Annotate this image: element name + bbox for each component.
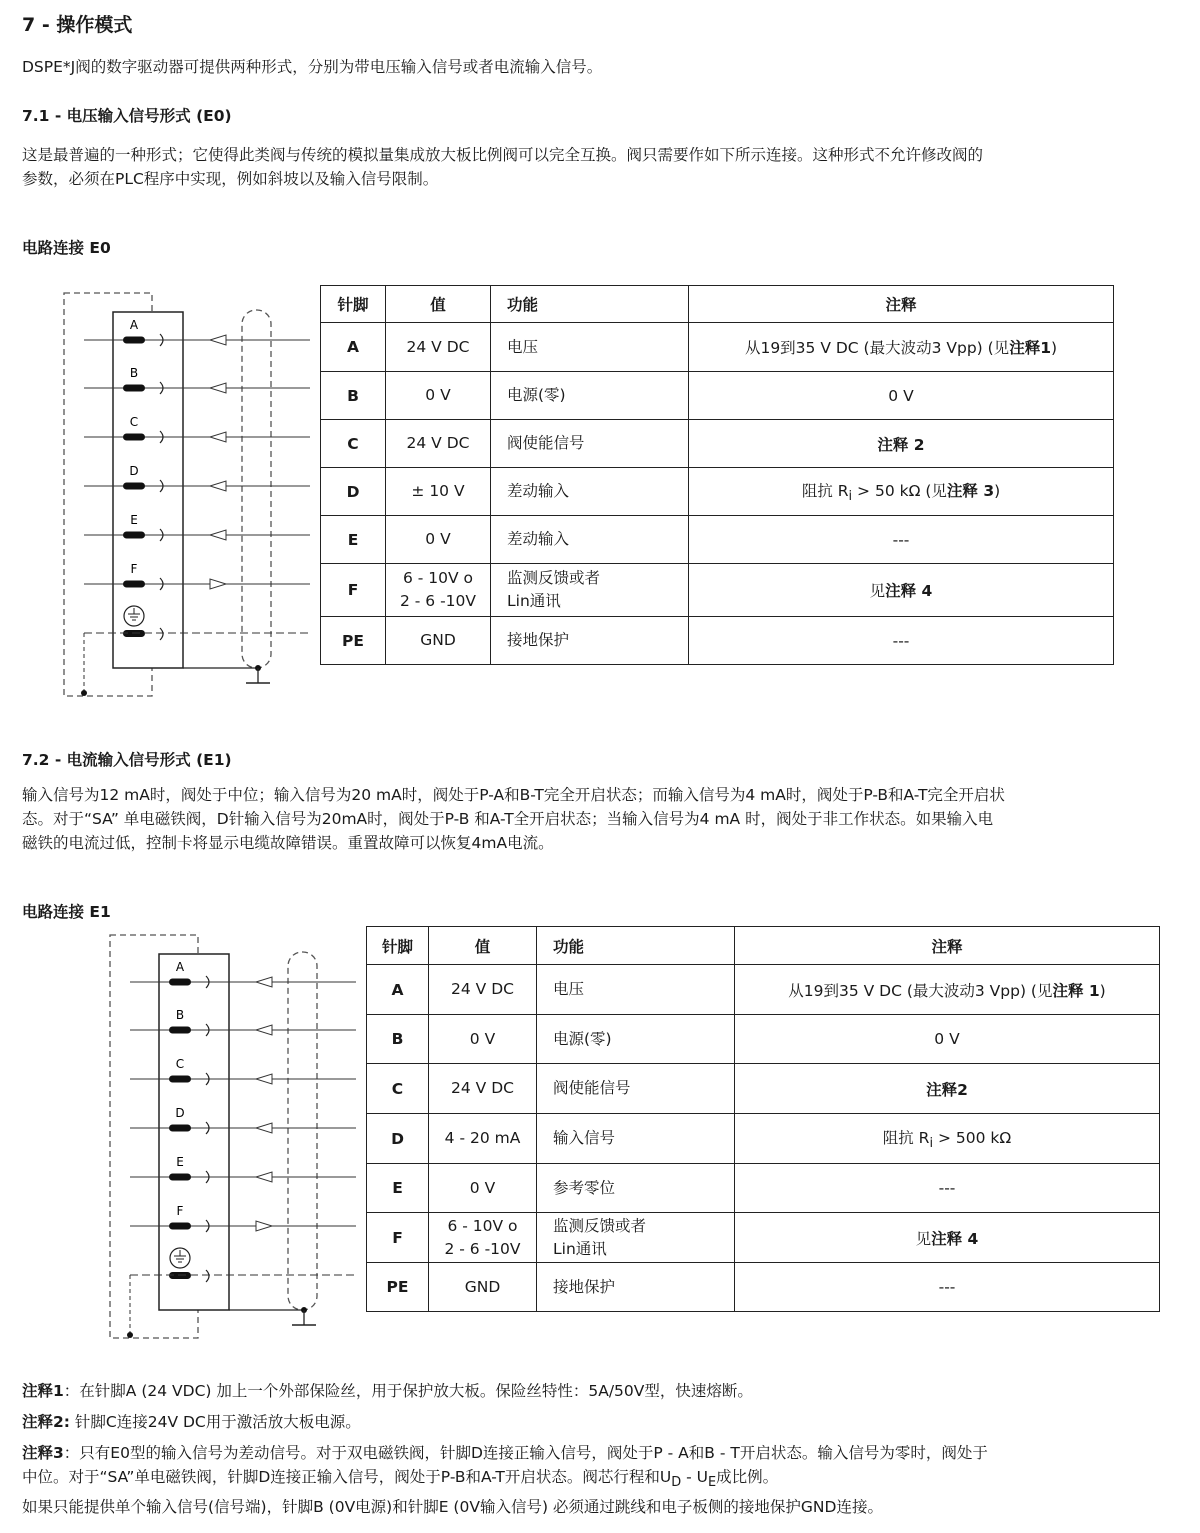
note-3-line2-post: 成比例。 [716,1468,779,1486]
note-3 [22,1441,1178,1519]
arrow-in-icon [256,1025,272,1035]
pin-contact [169,1174,191,1181]
note-cell [689,323,1114,372]
col-header-function: 功能 [537,927,735,965]
note-note-pre2: > 50 kΩ (见 [852,481,947,500]
note-note-pre: 从19到35 V DC (最大波动3 Vpp) (见 [788,981,1053,1000]
note-note-bold: 注释1 [1009,339,1051,357]
value-cell [429,965,537,1015]
note-2 [22,1410,1178,1434]
function-cell [537,1064,735,1114]
value-line1: 24 V DC [406,434,470,452]
col-header-value: 值 [429,927,537,965]
pin-label: D [175,1106,185,1120]
function-cell [537,1213,735,1263]
col-header-note: 注释 [689,286,1114,323]
e1-pin-table [366,926,1160,1312]
table-row [321,617,1114,665]
note-note-pre: 从19到35 V DC (最大波动3 Vpp) (见 [744,339,1010,357]
e1-text-line3: 磁铁的电流过低，控制卡将显示电缆故障错误。重置故障可以恢复4mA电流。 [22,834,554,852]
table-row [367,1263,1160,1312]
pin-label: D [129,464,139,478]
value-cell [386,420,491,468]
note-note-bold: 注释2 [926,1080,968,1099]
function-cell [537,1015,735,1064]
pin-cell: C [367,1064,429,1114]
note-note-bold: 注释 4 [885,582,933,600]
note-note-pre: 见 [915,1229,932,1248]
value-line1: GND [420,631,456,649]
note-3-sub-e: E [708,1475,717,1491]
junction-dot [81,690,87,696]
value-cell [386,516,491,564]
cable-shield [242,310,271,668]
function-line1: 输入信号 [553,1129,616,1147]
arrow-in-icon [210,481,226,491]
table-row [321,468,1114,516]
note-cell [689,617,1114,665]
function-line1: 监测反馈或者 [507,569,601,587]
note-2-label: 注释2: [22,1413,70,1431]
e1-heading: 7.2 - 电流输入信号形式 (E1) [22,751,232,769]
pin-cell: F [367,1213,429,1263]
pin-contact [123,385,145,392]
function-cell [491,564,689,617]
value-line1: GND [464,1277,501,1296]
note-note-pre: 见 [869,582,886,600]
pin-cell: E [367,1164,429,1213]
table-row [321,323,1114,372]
pin-label: C [129,415,139,429]
note-note-pre: 阻抗 R [801,481,849,500]
note-note-post: ) [1050,339,1058,357]
note-cell [735,1064,1160,1114]
value-cell [386,617,491,665]
function-line1: 电压 [507,337,539,356]
e1-text [22,783,1178,855]
table-row [367,1064,1160,1114]
note-note-post: ) [1099,981,1106,1000]
note-3-line2 [22,1468,779,1491]
function-line1: 接地保护 [553,1277,616,1296]
table-row [367,1114,1160,1164]
value-line1: 24 V DC [406,337,470,356]
col-header-function: 功能 [491,286,689,323]
value-line1: 6 - 10V o [402,569,474,587]
function-line1: 差动输入 [507,530,570,548]
function-line1: 电源(零) [553,1029,612,1048]
arrow-out-icon [256,1221,272,1231]
value-line1: 24 V DC [451,1079,514,1097]
col-header-note: 注释 [735,927,1160,965]
table-row [321,372,1114,420]
section-title: 7 - 操作模式 [22,14,133,36]
pin-contact [169,1076,191,1083]
value-line1: 6 - 10V o [447,1216,518,1235]
function-cell [491,516,689,564]
col-header-value: 值 [386,286,491,323]
note-3-line1: ：只有E0型的输入信号为差动信号。对于双电磁铁阀，针脚D连接正输入信号，阀处于P - A和B - T开启状态。输入信号为零时，阀处于 [63,1444,988,1462]
function-line1: 监测反馈或者 [553,1216,647,1235]
note-note-bold: 注释 2 [877,435,925,454]
pin-contact [123,532,145,539]
pin-cell: D [367,1114,429,1164]
arrow-in-icon [210,530,226,540]
e0-diagram-title: 电路连接 E0 [22,239,111,257]
note-cell [735,1263,1160,1312]
pin-cell: PE [321,617,386,665]
note-2-text: 针脚C连接24V DC用于激活放大板电源。 [69,1413,361,1431]
note-1-label: 注释1 [22,1382,64,1400]
pin-label: B [129,366,139,380]
pin-cell: E [321,516,386,564]
value-cell [429,1213,537,1263]
pin-contact [169,1125,191,1132]
value-cell [429,1015,537,1064]
e0-heading: 7.1 - 电压输入信号形式 (E0) [22,107,232,125]
value-cell [386,468,491,516]
arrow-in-icon [210,383,226,393]
arrow-in-icon [210,335,226,345]
arrow-in-icon [256,1172,272,1182]
col-header-pin: 针脚 [367,927,429,965]
pin-label: E [176,1155,184,1169]
value-line2: 2 - 6 -10V [444,1239,521,1258]
value-cell [386,372,491,420]
note-3-line2-pre: 中位。对于“SA”单电磁铁阀，针脚D连接正输入信号，阀处于P-B和A-T开启状态。阀芯行程和U [22,1468,672,1486]
function-line1: 阀使能信号 [507,434,585,452]
pin-label: A [129,318,139,332]
note-cell [689,468,1114,516]
table-row [321,516,1114,564]
cable-shield [288,952,317,1310]
value-line1: 4 - 20 mA [444,1129,521,1147]
function-cell [491,468,689,516]
table-row [321,420,1114,468]
arrow-in-icon [210,432,226,442]
e0-text [22,143,1178,191]
note-cell [735,1213,1160,1263]
pin-cell: B [321,372,386,420]
function-line1: 电压 [553,980,585,998]
value-cell [429,1164,537,1213]
note-note-sub: i [848,489,853,505]
note-cell [735,965,1160,1015]
pin-cell: B [367,1015,429,1064]
e0-pin-table [320,285,1114,665]
e1-table-body [367,965,1160,1312]
value-line1: 0 V [469,1029,496,1048]
pin-contact [123,483,145,490]
pin-contact [123,337,145,344]
e0-text-line2: 参数，必须在PLC程序中实现，例如斜坡以及输入信号限制。 [22,170,439,188]
pin-contact [169,979,191,986]
note-note-pre: --- [892,530,910,549]
pin-contact [169,1223,191,1230]
pin-cell: A [367,965,429,1015]
function-cell [537,1164,735,1213]
pin-label: F [176,1204,184,1218]
note-note-bold: 注释 4 [931,1229,979,1248]
note-note-pre: 阻抗 R [882,1128,930,1147]
function-cell [491,372,689,420]
table-row [321,564,1114,617]
note-note-pre: --- [938,1179,956,1197]
note-3-mid: - U [681,1468,708,1486]
value-cell [386,323,491,372]
value-cell [386,564,491,617]
note-cell [689,420,1114,468]
function-cell [491,617,689,665]
function-cell [491,420,689,468]
note-cell [689,564,1114,617]
pin-label: A [175,960,185,974]
e1-diagram-title: 电路连接 E1 [22,903,111,921]
arrow-out-icon [210,579,226,589]
intro-text: DSPE*J阀的数字驱动器可提供两种形式，分别为带电压输入信号或者电流输入信号。 [22,58,603,76]
pin-label: B [175,1008,185,1022]
note-3-label: 注释3 [22,1444,64,1462]
value-cell [429,1263,537,1312]
function-line1: 差动输入 [507,482,570,500]
pin-contact [169,1027,191,1034]
note-note-bold: 注释 1 [1052,981,1100,1000]
junction-dot [127,1332,133,1338]
e0-wiring-diagram [0,280,330,710]
pin-label: E [130,513,138,527]
e0-table-body [321,323,1114,665]
pin-label: C [175,1057,185,1071]
value-line1: 0 V [469,1178,496,1197]
table-row [367,1213,1160,1263]
note-cell [689,372,1114,420]
function-cell [537,1263,735,1312]
function-line2: Lin通讯 [553,1239,607,1258]
function-line1: 电源(零) [507,386,566,404]
pin-cell: PE [367,1263,429,1312]
table-row [367,1015,1160,1064]
value-cell [429,1064,537,1114]
note-note-sub: i [929,1136,934,1152]
function-cell [491,323,689,372]
note-note-pre: 0 V [934,1030,960,1048]
function-cell [537,965,735,1015]
e0-text-line1: 这是最普遍的一种形式；它使得此类阀与传统的模拟量集成放大板比例阀可以完全互换。阀只需要作如下所示连接。这种形式不允许修改阀的 [22,146,984,164]
table-row [367,965,1160,1015]
value-line1: 24 V DC [451,980,514,998]
note-cell [735,1164,1160,1213]
arrow-in-icon [256,1123,272,1133]
value-line1: ± 10 V [411,482,465,500]
note-cell [735,1015,1160,1064]
note-cell [689,516,1114,564]
note-note-post: ) [994,481,1001,500]
note-3-line3: 如果只能提供单个输入信号(信号端)，针脚B (0V电源)和针脚E (0V输入信号) 必须通过跳线和电子板侧的接地保护GND连接。 [22,1498,883,1517]
arrow-in-icon [256,977,272,987]
value-line1: 0 V [425,530,451,548]
arrow-in-icon [256,1074,272,1084]
function-line1: 接地保护 [507,631,570,649]
e1-text-line1: 输入信号为12 mA时，阀处于中位；输入信号为20 mA时，阀处于P-A和B-T完全开启状态；而输入信号为4 mA时，阀处于P-B和A-T完全开启状 [22,786,1005,804]
pin-cell: A [321,323,386,372]
value-line2: 2 - 6 -10V [399,592,477,610]
function-line1: 阀使能信号 [553,1079,631,1097]
function-line2: Lin通讯 [507,592,561,610]
col-header-pin: 针脚 [321,286,386,323]
pin-contact [123,434,145,441]
note-note-pre: --- [938,1278,956,1296]
value-line1: 0 V [425,386,451,404]
note-1 [22,1379,1178,1403]
pin-cell: F [321,564,386,617]
note-note-bold: 注释 3 [946,481,995,500]
note-3-sub-d: D [671,1475,682,1491]
function-cell [537,1114,735,1164]
note-note-pre2: > 500 kΩ [933,1128,1012,1147]
pin-cell: C [321,420,386,468]
pin-contact [123,581,145,588]
e1-text-line2: 态。对于“SA” 单电磁铁阀，D针输入信号为20mA时，阀处于P-B 和A-T全开启状态；当输入信号为4 mA 时，阀处于非工作状态。如果输入电 [22,810,994,828]
pin-label: F [130,562,138,576]
table-row [367,1164,1160,1213]
function-line1: 参考零位 [553,1178,616,1197]
note-cell [735,1114,1160,1164]
value-cell [429,1114,537,1164]
note-note-pre: 0 V [888,386,914,405]
pin-cell: D [321,468,386,516]
e1-wiring-diagram [46,922,376,1352]
note-1-text: ：在针脚A (24 VDC) 加上一个外部保险丝，用于保护放大板。保险丝特性：5A/50V型，快速熔断。 [63,1382,753,1400]
note-note-pre: --- [892,631,910,650]
